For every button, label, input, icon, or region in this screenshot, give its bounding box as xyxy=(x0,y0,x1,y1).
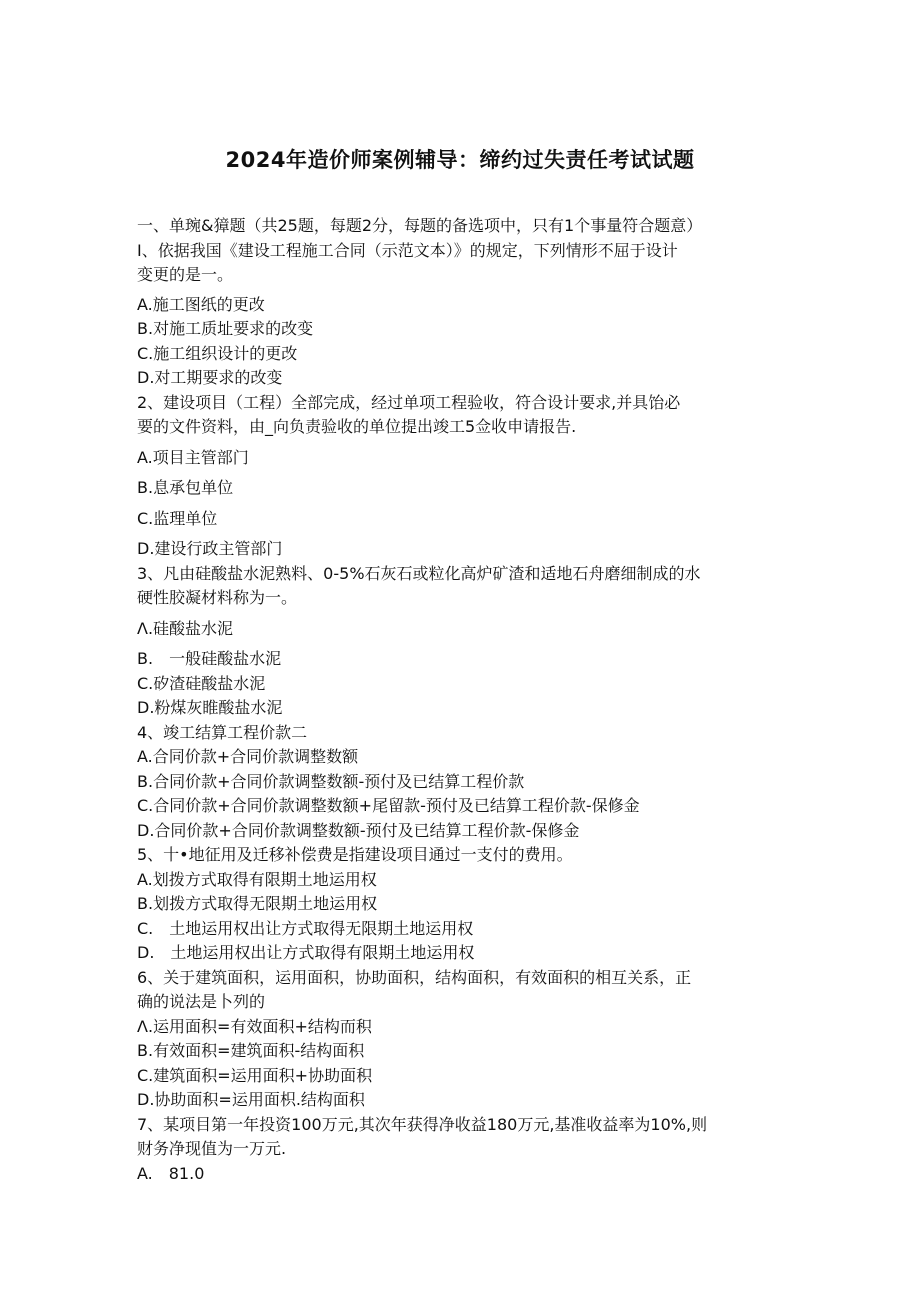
question-4-text: 4、竣工结算工程价款二 xyxy=(137,722,308,742)
question-2-option-d: D.建设行政主管部门 xyxy=(137,539,283,558)
question-4-option-a: A.合同价款+合同价款调整数额 xyxy=(137,747,359,766)
question-7-text: 7、某项目第一年投资100万元,其次年获得净收益180万元,基准收益率为10%,则 xyxy=(137,1114,708,1134)
question-2-option-b: B.息承包单位 xyxy=(137,478,234,497)
question-1-option-d: D.对工期要求的改变 xyxy=(137,368,283,387)
question-5-option-c: C. 土地运用权出让方式取得无限期土地运用权 xyxy=(137,918,474,938)
question-5-option-d: D. 土地运用权出让方式取得有限期土地运用权 xyxy=(137,943,475,962)
question-6-option-d: D.协助面积=运用面枳.结构面积 xyxy=(137,1090,365,1109)
question-2-text: 2、建设项目（工程）全部完成，经过单项工程验收，符合设计要求,并具饴必 xyxy=(137,392,681,412)
section-heading: 一、单琬&獐题（共25题，每题2分，每题的备选项中，只有1个事量符合题意） xyxy=(137,216,703,235)
question-6-text-cont: 确的说法是卜列的 xyxy=(137,992,266,1011)
document-body xyxy=(137,214,787,1186)
question-3-option-a: Λ.硅酸盐水泥 xyxy=(137,618,234,638)
question-7-option-a: A. 81.0 xyxy=(137,1163,205,1183)
question-2-option-a: A.项目主管部门 xyxy=(137,447,249,467)
question-5-text: 5、十•地征用及迁移补偿费是指建设项目通过一支付的费用。 xyxy=(137,845,573,864)
question-3-option-d: D.粉煤灰睢酸盐水泥 xyxy=(137,698,283,717)
question-3-option-b: B. 一般硅酸盐水泥 xyxy=(137,649,282,668)
question-3-text-cont: 硬性胶凝材料称为一。 xyxy=(137,588,298,607)
question-2-option-c: C.监理单位 xyxy=(137,508,218,528)
question-5-option-a: A.划拨方式取得有限期土地运用权 xyxy=(137,869,377,889)
question-1-text-cont: 变更的是一。 xyxy=(137,265,234,284)
document-title: 2024年造价师案例辅导：缔约过失责任考试试题 xyxy=(225,148,695,172)
question-1-text: I、依据我国《建设工程施工合同（示范文本）》的规定，下列情形不屈于设计 xyxy=(137,240,678,260)
question-1-option-a: A.施工图纸的更改 xyxy=(137,294,265,314)
question-1-option-b: B.对施工质址要求的改变 xyxy=(137,319,314,338)
question-2-text-cont: 要的文件资料，由_向负责验收的单位提出竣工5佥收申请报告. xyxy=(137,417,577,436)
question-6-option-c: C.建筑面积=运用面积+协助面积 xyxy=(137,1065,373,1085)
question-5-option-b: B.划拨方式取得无限期土地运用权 xyxy=(137,894,378,913)
question-6-option-b: B.有效面积=建筑面积-结构面积 xyxy=(137,1041,365,1060)
question-4-option-b: B.合同价款+合同价款调整数额-预付及已结算工程价款 xyxy=(137,771,525,791)
question-6-text: 6、关于建筑面积，运用面积，协助面积，结构面积，有效面积的相互关系，正 xyxy=(137,967,692,987)
question-3-option-c: C.矽渣硅酸盐水泥 xyxy=(137,673,266,693)
question-1-option-c: C.施工组织设计的更改 xyxy=(137,343,298,363)
question-4-option-d: D.合同价款+合同价款调整数额-预付及已结算工程价款-保修金 xyxy=(137,820,580,840)
question-4-option-c: C.合同价款+合同价款调整数额+尾留款-预付及已结算工程价款-保修金 xyxy=(137,796,640,815)
question-7-text-cont: 财务净现值为一万元. xyxy=(137,1139,287,1158)
question-6-option-a: Λ.运用面积=有效面积+结构而积 xyxy=(137,1016,372,1036)
question-3-text: 3、凡由硅酸盐水泥熟料、0-5%石灰石或粒化高炉矿渣和适地石舟磨细制成的水 xyxy=(137,563,701,583)
